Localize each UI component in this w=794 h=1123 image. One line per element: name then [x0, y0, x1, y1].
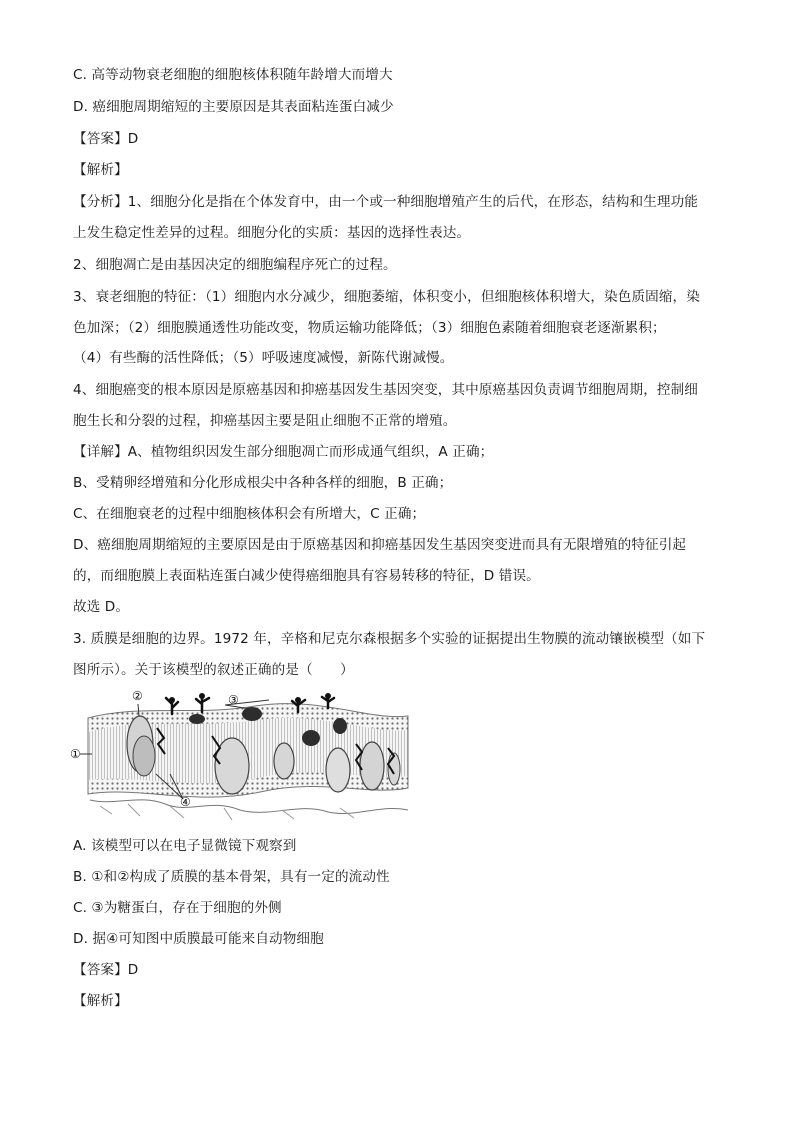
question-3-line-1: 3. 质膜是细胞的边界。1972 年，辛格和尼克尔森根据多个实验的证据提出生物膜的流动镶嵌模型（如下	[73, 631, 706, 647]
answer-label-2: 【答案】D	[73, 962, 139, 978]
question-3-option-d: D. 据④可知图中质膜最可能来自动物细胞	[73, 931, 324, 947]
option-d-prev: D. 癌细胞周期缩短的主要原因是其表面粘连蛋白减少	[73, 99, 394, 115]
figure-label-2: ②	[132, 689, 143, 703]
detail-line-6: 故选 D。	[73, 599, 130, 615]
detail-line-5: 的，而细胞膜上表面粘连蛋白减少使得癌细胞具有容易转移的特征，D 错误。	[73, 568, 540, 584]
analysis-label: 【解析】	[73, 162, 128, 178]
analysis-label-2: 【解析】	[73, 993, 128, 1009]
detail-line-2: B、受精卵经增殖和分化形成根尖中各种各样的细胞，B 正确；	[73, 475, 453, 491]
membrane-model-figure	[70, 686, 410, 822]
figure-label-1: ①	[70, 747, 81, 761]
analysis-line-6: （4）有些酶的活性降低；（5）呼吸速度减慢，新陈代谢减慢。	[73, 350, 454, 366]
analysis-line-5: 色加深；（2）细胞膜通透性功能改变，物质运输功能降低；（3）细胞色素随着细胞衰老逐渐累积；	[73, 320, 666, 336]
question-3-option-b: B. ①和②构成了质膜的基本骨架，具有一定的流动性	[73, 869, 390, 885]
question-3-line-2: 图所示）。关于该模型的叙述正确的是（ ）	[73, 662, 354, 678]
option-c-prev: C. 高等动物衰老细胞的细胞核体积随年龄增大而增大	[73, 67, 393, 83]
analysis-line-7: 4、细胞癌变的根本原因是原癌基因和抑癌基因发生基因突变，其中原癌基因负责调节细胞周期，控制细	[73, 382, 698, 398]
answer-label: 【答案】D	[73, 131, 139, 147]
detail-line-4: D、癌细胞周期缩短的主要原因是由于原癌基因和抑癌基因发生基因突变进而具有无限增殖的特征引起	[73, 537, 687, 553]
figure-label-4: ④	[180, 795, 191, 809]
analysis-line-3: 2、细胞凋亡是由基因决定的细胞编程序死亡的过程。	[73, 257, 397, 273]
analysis-line-2: 上发生稳定性差异的过程。细胞分化的实质：基因的选择性表达。	[73, 225, 471, 241]
detail-line-1: 【详解】A、植物组织因发生部分细胞凋亡而形成通气组织，A 正确；	[73, 444, 494, 460]
analysis-line-8: 胞生长和分裂的过程，抑癌基因主要是阻止细胞不正常的增殖。	[73, 413, 457, 429]
figure-label-3: ③	[228, 693, 239, 707]
question-3-option-c: C. ③为糖蛋白，存在于细胞的外侧	[73, 900, 282, 916]
analysis-line-1: 【分析】1、细胞分化是指在个体发育中，由一个或一种细胞增殖产生的后代，在形态，结构和生理功能	[73, 194, 698, 210]
question-3-option-a: A. 该模型可以在电子显微镜下观察到	[73, 838, 297, 854]
detail-line-3: C、在细胞衰老的过程中细胞核体积会有所增大，C 正确；	[73, 506, 426, 522]
analysis-line-4: 3、衰老细胞的特征：（1）细胞内水分减少，细胞萎缩，体积变小，但细胞核体积增大，染色质固缩，染	[73, 289, 700, 305]
